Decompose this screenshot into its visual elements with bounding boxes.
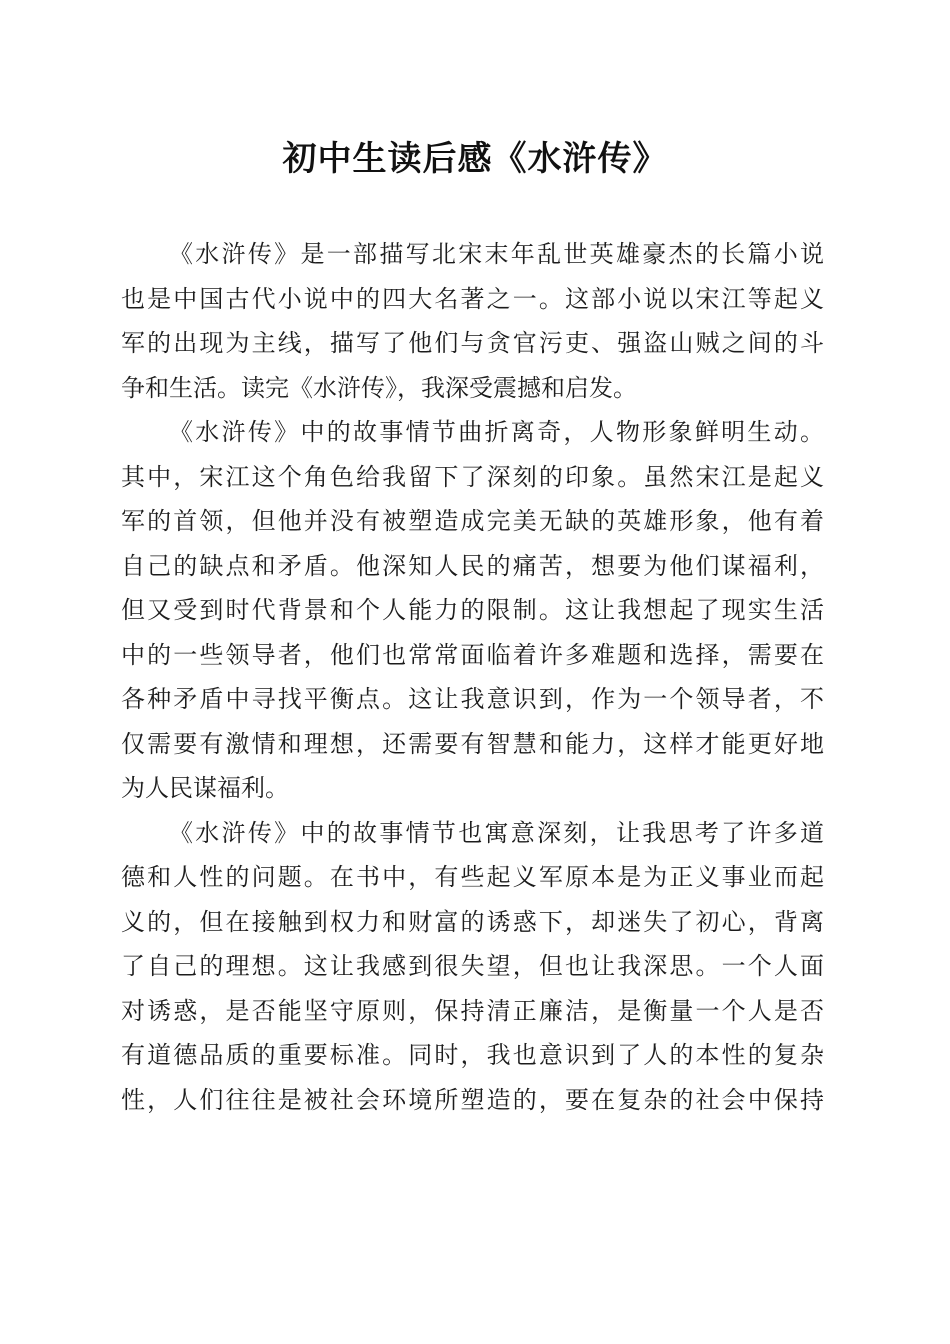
text-line: 《水浒传》中的故事情节也寓意深刻，让我思考了许多道 — [169, 818, 824, 847]
text-line: 也是中国古代小说中的四大名著之一。这部小说以宋江等起义 — [121, 284, 824, 313]
text-line: 军的出现为主线，描写了他们与贪官污吏、强盗山贼之间的斗 — [121, 329, 824, 357]
text-line: 各种矛盾中寻找平衡点。这让我意识到，作为一个领导者，不 — [121, 685, 824, 713]
text-line: 《水浒传》是一部描写北宋末年乱世英雄豪杰的长篇小说 — [169, 240, 824, 268]
text-line: 对诱惑，是否能坚守原则，保持清正廉洁，是衡量一个人是否 — [121, 996, 824, 1025]
text-line: 自己的缺点和矛盾。他深知人民的痛苦，想要为他们谋福利， — [121, 551, 824, 580]
text-line: 《水浒传》中的故事情节曲折离奇，人物形象鲜明生动。 — [169, 418, 824, 446]
text-line: 争和生活。读完《水浒传》，我深受震撼和启发。 — [121, 373, 637, 402]
text-line: 性，人们往往是被社会环境所塑造的，要在复杂的社会中保持 — [121, 1085, 824, 1114]
text-line: 义的，但在接触到权力和财富的诱惑下，却迷失了初心，背离 — [121, 907, 824, 936]
text-line: 有道德品质的重要标准。同时，我也意识到了人的本性的复杂 — [121, 1041, 824, 1069]
text-line: 了自己的理想。这让我感到很失望，但也让我深思。一个人面 — [121, 952, 824, 980]
text-line: 军的首领，但他并没有被塑造成完美无缺的英雄形象，他有着 — [121, 507, 824, 535]
text-line: 为人民谋福利。 — [121, 774, 289, 802]
text-line: 中的一些领导者，他们也常常面临着许多难题和选择，需要在 — [121, 640, 824, 669]
text-line: 其中，宋江这个角色给我留下了深刻的印象。虽然宋江是起义 — [121, 462, 824, 491]
document-title: 初中生读后感《水浒传》 — [282, 139, 668, 179]
text-line: 仅需要有激情和理想，还需要有智慧和能力，这样才能更好地 — [121, 729, 824, 758]
document-body — [121, 232, 824, 1122]
text-line: 德和人性的问题。在书中，有些起义军原本是为正义事业而起 — [121, 863, 824, 891]
text-line: 但又受到时代背景和个人能力的限制。这让我想起了现实生活 — [121, 596, 824, 624]
